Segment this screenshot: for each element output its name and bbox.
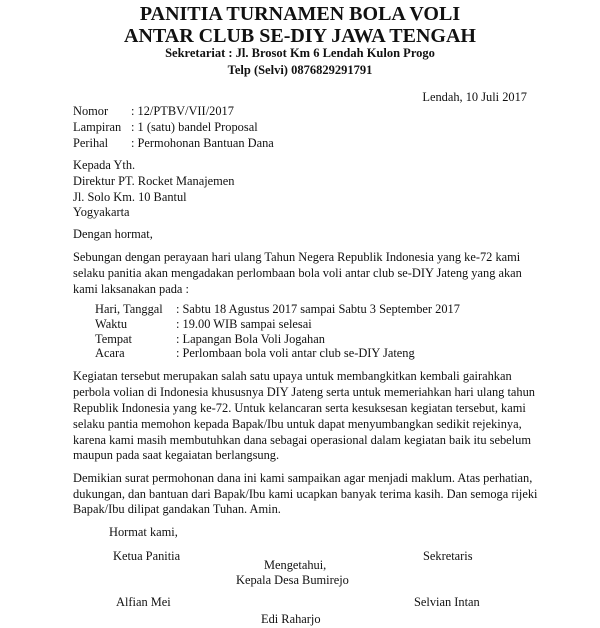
event-value: : Lapangan Bola Voli Jogahan (176, 332, 325, 346)
intro-line: selaku panitia akan mengadakan perlombaan bola voli antar club se-DIY Jateng yang akan (73, 266, 522, 280)
body-line: Kegiatan tersebut merupakan salah satu upaya untuk membangkitkan kembali gairahkan (73, 369, 512, 383)
event-label: Acara (95, 346, 125, 360)
chair-title: Ketua Panitia (113, 549, 181, 563)
meta-value: : 12/PTBV/VII/2017 (131, 104, 234, 118)
greeting: Dengan hormat, (73, 227, 153, 241)
chair-name: Alfian Mei (116, 595, 171, 609)
recipient-line: Yogyakarta (73, 205, 130, 219)
recipient-line: Jl. Solo Km. 10 Bantul (73, 190, 187, 204)
body-line: perbola volian di Indonesia khususnya DIY Jateng serta untuk memeriahkan hari ulang tahun (73, 385, 535, 399)
village-head-title: Kepala Desa Bumirejo (236, 573, 349, 587)
body-line: maupun pada saat kegaiatan berlangsung. (73, 448, 280, 462)
meta-label: Nomor (73, 104, 109, 118)
village-head-name: Edi Raharjo (261, 612, 321, 626)
meta-value: : 1 (satu) bandel Proposal (131, 120, 258, 134)
meta-label: Lampiran (73, 120, 122, 134)
closing-line: dukungan, dan bantuan dari Bapak/Ibu kami ucapkan banyak terima kasih. Dan semoga rijeki (73, 487, 538, 501)
event-label: Hari, Tanggal (95, 302, 163, 316)
letterhead-phone: Telp (Selvi) 0876829291791 (227, 63, 373, 77)
body-line: karena kami masih membutuhkan dana sebagai operasional dalam kegiatan baik itu sebelum (73, 433, 531, 447)
body-line: selaku pantia memohon kepada Bapak/Ibu untuk dapat menyumbangkan sedikit rejekinya, (73, 417, 522, 431)
meta-value: : Permohonan Bantuan Dana (131, 136, 274, 150)
acknowledged-label: Mengetahui, (264, 558, 327, 572)
regards: Hormat kami, (109, 525, 178, 539)
body-line: Republik Indonesia yang ke-72. Untuk kelancaran serta kesuksesan kegiatan tersebut, kami (73, 401, 526, 415)
intro-line: kami laksanakan pada : (73, 282, 189, 296)
intro-line: Sebungan dengan perayaan hari ulang Tahun Negera Republik Indonesia yang ke-72 kami (73, 250, 521, 264)
secretary-name: Selvian Intan (414, 595, 480, 609)
event-value: : 19.00 WIB sampai selesai (176, 317, 312, 331)
secretary-title: Sekretaris (423, 549, 473, 563)
recipient-line: Kepada Yth. (73, 158, 136, 172)
event-label: Waktu (95, 317, 128, 331)
event-value: : Sabtu 18 Agustus 2017 sampai Sabtu 3 September 2017 (176, 302, 460, 316)
place-date: Lendah, 10 Juli 2017 (422, 90, 527, 104)
letterhead-address: Sekretariat : Jl. Brosot Km 6 Lendah Kulon Progo (165, 46, 435, 60)
closing-line: Bapak/Ibu dilipat gandakan Tuhan. Amin. (73, 502, 281, 516)
letterhead-title-line1: PANITIA TURNAMEN BOLA VOLI (139, 3, 461, 25)
letterhead-title-line2: ANTAR CLUB SE-DIY JAWA TENGAH (124, 25, 476, 47)
event-label: Tempat (95, 332, 132, 346)
recipient-line: Direktur PT. Rocket Manajemen (73, 174, 235, 188)
event-value: : Perlombaan bola voli antar club se-DIY Jateng (176, 346, 415, 360)
meta-label: Perihal (73, 136, 109, 150)
closing-line: Demikian surat permohonan dana ini kami sampaikan agar menjadi maklum. Atas perhatian, (73, 471, 533, 485)
